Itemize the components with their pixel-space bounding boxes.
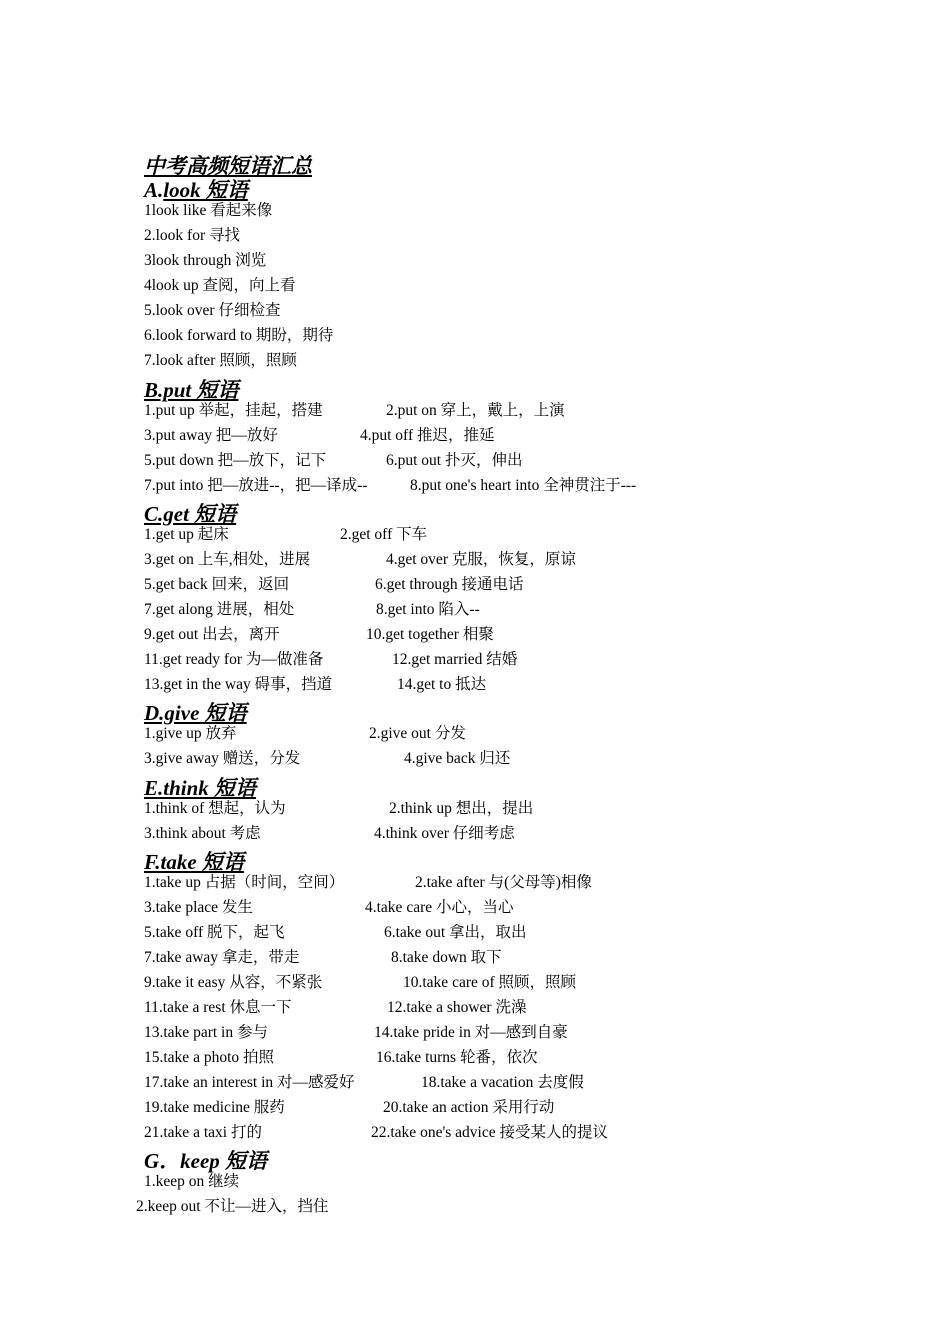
list-item: 17.take an interest in 对—感爱好 [144,1074,355,1091]
list-item: 5.put down 把—放下，记下 [144,452,327,469]
list-item: 1.put up 举起，挂起，搭建 [144,402,323,419]
list-item: 6.look forward to 期盼，期待 [144,327,334,344]
list-item: 13.get in the way 碍事，挡道 [144,676,333,693]
list-item: 2.get off 下车 [340,526,428,543]
list-item: 20.take an action 采用行动 [383,1099,555,1116]
list-item: 15.take a photo 拍照 [144,1049,275,1066]
list-item: 14.take pride in 对—感到自豪 [374,1024,568,1041]
list-item: 6.put out 扑灭，伸出 [386,452,523,469]
list-item: 4.put off 推迟，推延 [360,427,495,444]
list-item: 21.take a taxi 打的 [144,1124,262,1141]
list-item: 1.take up 占据（时间，空间） [144,874,345,891]
list-item: 4.get over 克服，恢复，原谅 [386,551,576,568]
list-item: 7.look after 照顾，照顾 [144,352,297,369]
list-item: 9.take it easy 从容，不紧张 [144,974,323,991]
list-item: 1look like 看起来像 [144,202,273,219]
list-item: 3.think about 考虑 [144,825,261,842]
list-item: 3.take place 发生 [144,899,253,916]
list-item: 2.keep out 不让—进入，挡住 [136,1198,329,1215]
list-item: 3.give away 赠送，分发 [144,750,301,767]
list-item: 5.get back 回来，返回 [144,576,290,593]
list-item: 1.give up 放弃 [144,725,237,742]
list-item: 3.put away 把—放好 [144,427,278,444]
list-item: 12.get married 结婚 [392,651,518,668]
list-item: 6.take out 拿出，取出 [384,924,527,941]
list-item: 5.look over 仔细检查 [144,302,281,319]
list-item: 3look through 浏览 [144,252,267,269]
list-item: 2.give out 分发 [369,725,466,742]
list-item: 18.take a vacation 去度假 [421,1074,584,1091]
list-item: 1.get up 起床 [144,526,229,543]
list-item: 8.take down 取下 [391,949,502,966]
list-item: 7.take away 拿走，带走 [144,949,300,966]
list-item: 8.get into 陷入-- [376,601,480,618]
list-item: 7.put into 把—放进--，把—译成-- [144,477,368,494]
list-item: 2.put on 穿上，戴上，上演 [386,402,565,419]
list-item: 13.take part in 参与 [144,1024,268,1041]
list-item: 19.take medicine 服药 [144,1099,285,1116]
list-item: 16.take turns 轮番，依次 [376,1049,538,1066]
list-item: 3.get on 上车,相处，进展 [144,551,311,568]
list-item: 4.give back 归还 [404,750,511,767]
list-item: 1.keep on 继续 [144,1173,240,1190]
list-item: 1.think of 想起，认为 [144,800,286,817]
list-item: 11.get ready for 为—做准备 [144,651,324,668]
section-heading-look: A.look 短语 [144,178,248,202]
list-item: 10.take care of 照顾，照顾 [403,974,577,991]
list-item: 5.take off 脱下，起飞 [144,924,285,941]
list-item: 2.look for 寻找 [144,227,241,244]
list-item: 7.get along 进展，相处 [144,601,295,618]
list-item: 22.take one's advice 接受某人的提议 [371,1124,608,1141]
section-heading-get: C.get 短语 [144,502,237,526]
list-item: 4look up 查阅，向上看 [144,277,296,294]
list-item: 12.take a shower 洗澡 [387,999,527,1016]
section-heading-put: B.put 短语 [144,378,239,402]
list-item: 10.get together 相聚 [366,626,494,643]
list-item: 6.get through 接通电话 [375,576,524,593]
list-item: 4.take care 小心，当心 [365,899,514,916]
section-heading-give: D.give 短语 [144,701,247,725]
list-item: 14.get to 抵达 [397,676,487,693]
list-item: 2.think up 想出，提出 [389,800,534,817]
list-item: 4.think over 仔细考虑 [374,825,515,842]
list-item: 8.put one's heart into 全神贯注于--- [410,477,637,494]
section-heading-think: E.think 短语 [144,776,257,800]
list-item: 9.get out 出去，离开 [144,626,280,643]
page-title: 中考高频短语汇总 [144,154,312,178]
section-heading-take: F.take 短语 [144,850,244,874]
section-heading-keep: G．keep 短语 [144,1149,268,1173]
list-item: 2.take after 与(父母等)相像 [415,874,592,891]
list-item: 11.take a rest 休息一下 [144,999,292,1016]
